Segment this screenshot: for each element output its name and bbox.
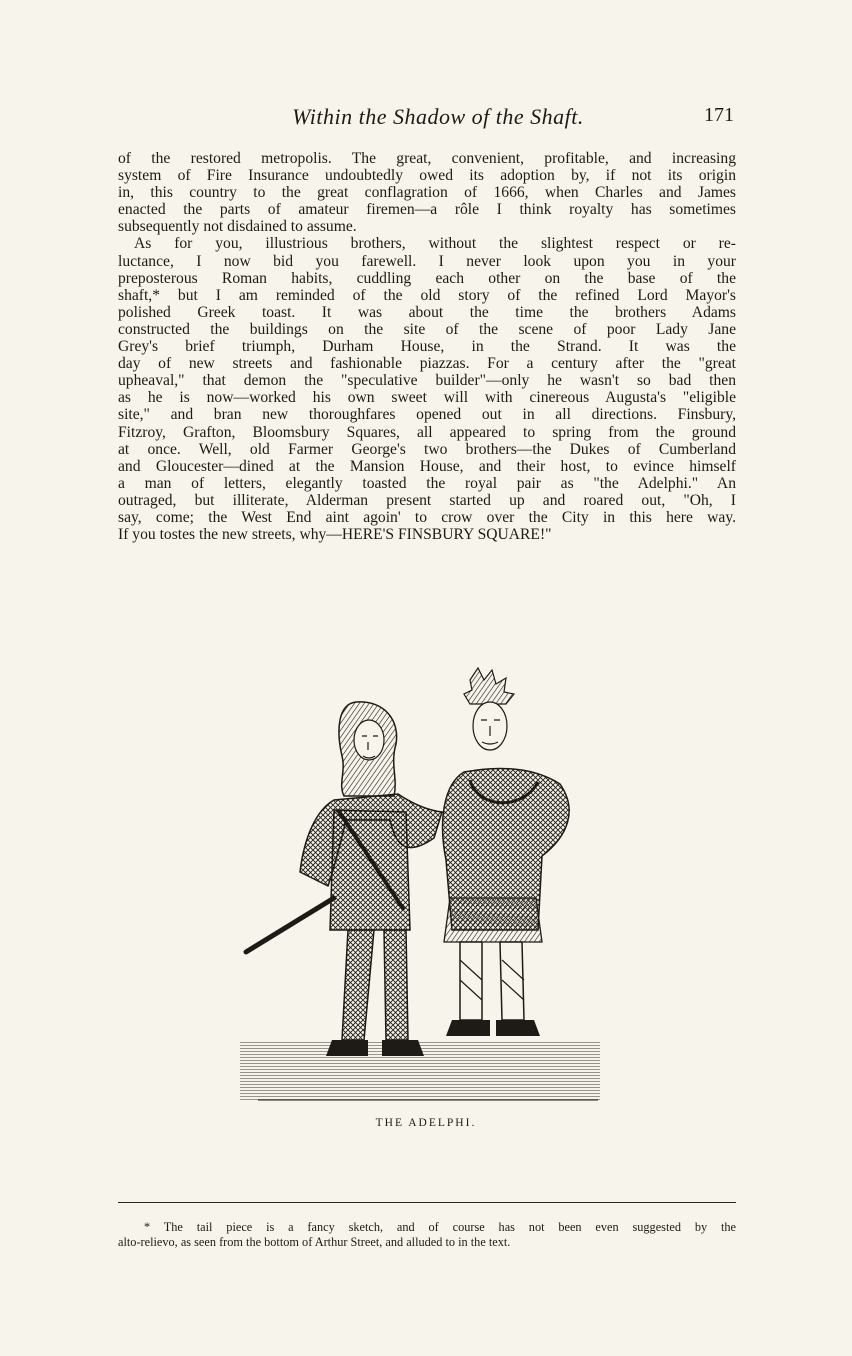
body-line: As for you, illustrious brothers, without the slightest respect or re- (134, 235, 736, 253)
body-text (118, 150, 736, 543)
body-line: enacted the parts of amateur firemen—a rôle I think royalty has sometimes (118, 201, 736, 219)
body-line: outraged, but illiterate, Alderman present started up and roared out, "Oh, I (118, 491, 736, 509)
footnote-line: alto-relievo, as seen from the bottom of Arthur Street, and alluded to in the text. (118, 1235, 511, 1249)
body-line: in, this country to the great conflagration of 1666, when Charles and James (118, 184, 736, 202)
left-figure (246, 702, 442, 1056)
right-figure (443, 668, 570, 1036)
body-line: preposterous Roman habits, cuddling each other on the base of the (118, 269, 736, 287)
running-title: Within the Shadow of the Shaft. (292, 104, 584, 129)
body-line: system of Fire Insurance undoubtedly owed its adoption by, if not its origin (118, 167, 736, 185)
running-head (118, 104, 738, 134)
footnote-rule (118, 1202, 736, 1203)
body-line: upheaval," that demon the "speculative builder"—only he wasn't so bad then (118, 372, 736, 390)
body-line: and Gloucester—dined at the Mansion House, and their host, to evince himself (118, 457, 736, 475)
body-line: Grey's brief triumph, Durham House, in the Strand. It was the (118, 338, 736, 356)
footnote-line: * The tail piece is a fancy sketch, and of course has not been even suggested by the (144, 1220, 736, 1234)
body-line: a man of letters, elegantly toasted the royal pair as "the Adelphi." An (118, 474, 736, 492)
body-line: luctance, I now bid you farewell. I never look upon you in your (118, 252, 736, 270)
footnote (118, 1220, 736, 1250)
body-line: at once. Well, old Farmer George's two brothers—the Dukes of Cumberland (118, 440, 736, 458)
page-number: 171 (704, 104, 734, 126)
body-line: say, come; the West End aint agoin' to crow over the City in this here way. (118, 508, 736, 526)
body-line: shaft,* but I am reminded of the old story of the refined Lord Mayor's (118, 286, 736, 304)
body-line: Fitzroy, Grafton, Bloomsbury Squares, all appeared to spring from the ground (118, 423, 736, 441)
adelphi-illustration (238, 660, 608, 1120)
body-line: constructed the buildings on the site of the scene of poor Lady Jane (118, 320, 736, 338)
body-line: of the restored metropolis. The great, convenient, profitable, and increasing (118, 150, 736, 167)
body-line: polished Greek toast. It was about the time the brothers Adams (118, 303, 736, 321)
figure-caption: THE ADELPHI. (375, 1117, 477, 1129)
body-line: day of new streets and fashionable piazzas. For a century after the "great (118, 355, 736, 373)
body-line: If you tostes the new streets, why—HERE'S FINSBURY SQUARE!" (118, 526, 552, 544)
body-line: subsequently not disdained to assume. (118, 218, 357, 236)
body-line: site," and bran new thoroughfares opened out in all directions. Finsbury, (118, 406, 736, 424)
body-line: as he is now—worked his own sweet will with cinereous Augusta's "eligible (118, 389, 736, 407)
